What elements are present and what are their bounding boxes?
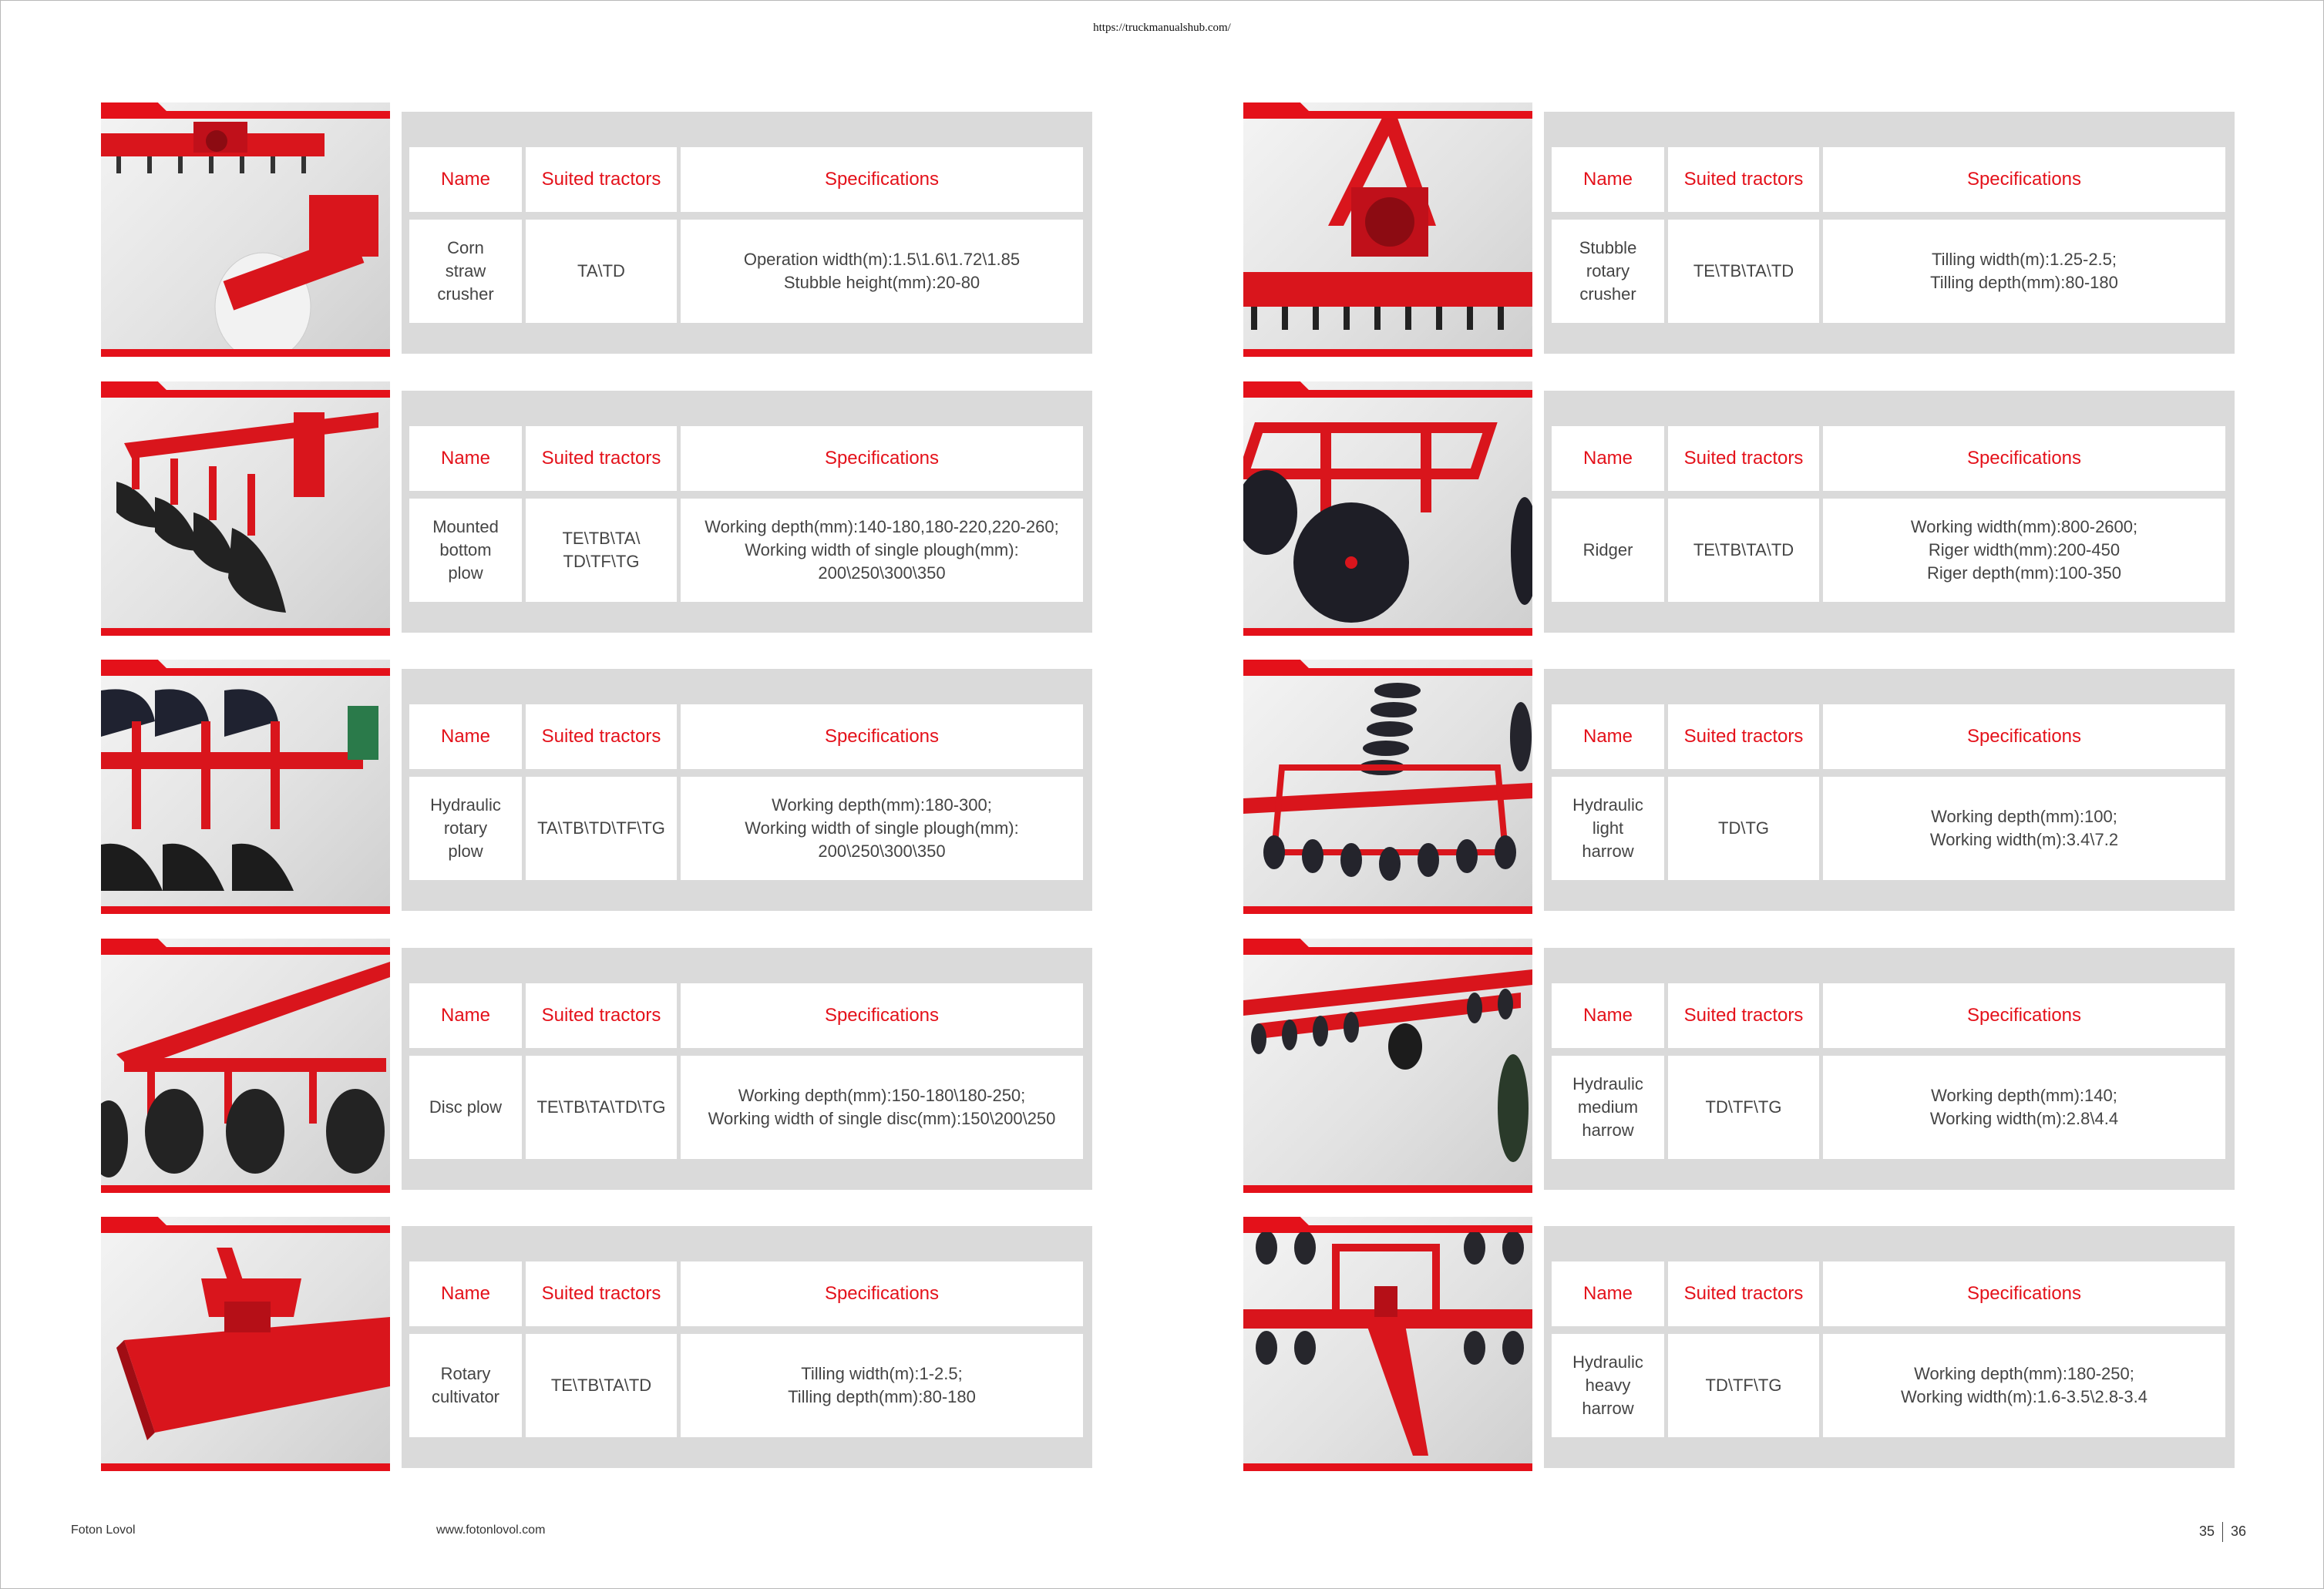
product-card-corn-straw-crusher xyxy=(101,102,1171,357)
product-name: Stubble rotary crusher xyxy=(1552,220,1664,323)
page-number-right: 36 xyxy=(2231,1523,2247,1539)
suited-tractors: TE\TB\TA\TD xyxy=(526,1334,677,1437)
product-card-mounted-bottom-plow xyxy=(101,381,1171,636)
disc-plow-photo xyxy=(101,939,390,1193)
spec-panel xyxy=(402,1226,1092,1468)
specs-header: Specifications xyxy=(1823,1261,2225,1326)
name-header: Name xyxy=(409,983,522,1048)
name-header: Name xyxy=(409,1261,522,1326)
specifications: Working depth(mm):150-180\180-250; Working width of single disc(mm):150\200\250 xyxy=(681,1056,1083,1159)
name-header: Name xyxy=(409,704,522,769)
tractors-header: Suited tractors xyxy=(1668,983,1819,1048)
name-header: Name xyxy=(1552,704,1664,769)
corn-straw-crusher-photo xyxy=(101,102,390,357)
suited-tractors: TE\TB\TA\TD xyxy=(1668,499,1819,602)
specifications: Tilling width(m):1.25-2.5; Tilling depth(mm):80-180 xyxy=(1823,220,2225,323)
ridger-photo xyxy=(1243,381,1532,636)
product-card-disc-plow xyxy=(101,939,1171,1193)
product-name: Rotary cultivator xyxy=(409,1334,522,1437)
product-name: Hydraulic heavy harrow xyxy=(1552,1334,1664,1437)
name-header: Name xyxy=(1552,1261,1664,1326)
tractors-header: Suited tractors xyxy=(526,147,677,212)
specifications: Operation width(m):1.5\1.6\1.72\1.85 Stubble height(mm):20-80 xyxy=(681,220,1083,323)
specs-header: Specifications xyxy=(681,426,1083,491)
tractors-header: Suited tractors xyxy=(526,983,677,1048)
suited-tractors: TD\TG xyxy=(1668,777,1819,880)
spec-panel xyxy=(1544,1226,2235,1468)
page-numbers xyxy=(2199,1522,2246,1542)
product-card-hydraulic-medium-harrow xyxy=(1243,939,2313,1193)
product-name: Hydraulic light harrow xyxy=(1552,777,1664,880)
tractors-header: Suited tractors xyxy=(526,704,677,769)
tractors-header: Suited tractors xyxy=(1668,704,1819,769)
product-name: Disc plow xyxy=(409,1056,522,1159)
spec-table xyxy=(409,704,1083,880)
spec-table xyxy=(1552,147,2225,323)
specifications: Working depth(mm):140-180,180-220,220-260; Working width of single plough(mm): 200\250\300\350 xyxy=(681,499,1083,602)
suited-tractors: TE\TB\TA\ TD\TF\TG xyxy=(526,499,677,602)
tractors-header: Suited tractors xyxy=(1668,147,1819,212)
specs-header: Specifications xyxy=(681,147,1083,212)
product-name: Ridger xyxy=(1552,499,1664,602)
source-url[interactable]: https://truckmanualshub.com/ xyxy=(1093,22,1231,34)
specs-header: Specifications xyxy=(681,983,1083,1048)
spec-panel xyxy=(1544,669,2235,911)
spec-table xyxy=(409,1261,1083,1437)
tractors-header: Suited tractors xyxy=(1668,426,1819,491)
hydraulic-heavy-harrow-photo xyxy=(1243,1217,1532,1471)
name-header: Name xyxy=(409,147,522,212)
tractors-header: Suited tractors xyxy=(526,426,677,491)
specs-header: Specifications xyxy=(1823,704,2225,769)
specifications: Working depth(mm):100; Working width(m):3.4\7.2 xyxy=(1823,777,2225,880)
specifications: Working width(mm):800-2600; Riger width(mm):200-450 Riger depth(mm):100-350 xyxy=(1823,499,2225,602)
product-name: Hydraulic medium harrow xyxy=(1552,1056,1664,1159)
tractors-header: Suited tractors xyxy=(526,1261,677,1326)
spec-panel xyxy=(1544,948,2235,1190)
page-divider xyxy=(2222,1522,2223,1542)
stubble-rotary-crusher-photo xyxy=(1243,102,1532,357)
hydraulic-medium-harrow-photo xyxy=(1243,939,1532,1193)
hydraulic-light-harrow-photo xyxy=(1243,660,1532,914)
spec-table xyxy=(1552,1261,2225,1437)
suited-tractors: TE\TB\TA\TD xyxy=(1668,220,1819,323)
mounted-bottom-plow-photo xyxy=(101,381,390,636)
spec-panel xyxy=(402,112,1092,354)
spec-panel xyxy=(402,948,1092,1190)
spec-table xyxy=(1552,983,2225,1159)
page-number-left: 35 xyxy=(2199,1523,2215,1539)
name-header: Name xyxy=(1552,426,1664,491)
product-card-hydraulic-heavy-harrow xyxy=(1243,1217,2313,1471)
product-card-hydraulic-rotary-plow xyxy=(101,660,1171,914)
product-name: Hydraulic rotary plow xyxy=(409,777,522,880)
spec-table xyxy=(409,426,1083,602)
specifications: Working depth(mm):140; Working width(m):2.8\4.4 xyxy=(1823,1056,2225,1159)
specifications: Working depth(mm):180-250; Working width(m):1.6-3.5\2.8-3.4 xyxy=(1823,1334,2225,1437)
product-card-ridger xyxy=(1243,381,2313,636)
specs-header: Specifications xyxy=(681,704,1083,769)
suited-tractors: TE\TB\TA\TD\TG xyxy=(526,1056,677,1159)
spec-panel xyxy=(1544,112,2235,354)
name-header: Name xyxy=(1552,147,1664,212)
suited-tractors: TA\TB\TD\TF\TG xyxy=(526,777,677,880)
suited-tractors: TD\TF\TG xyxy=(1668,1334,1819,1437)
specs-header: Specifications xyxy=(1823,426,2225,491)
product-card-rotary-cultivator xyxy=(101,1217,1171,1471)
hydraulic-rotary-plow-photo xyxy=(101,660,390,914)
name-header: Name xyxy=(1552,983,1664,1048)
specs-header: Specifications xyxy=(1823,983,2225,1048)
spec-table xyxy=(409,147,1083,323)
product-card-hydraulic-light-harrow xyxy=(1243,660,2313,914)
spec-panel xyxy=(1544,391,2235,633)
rotary-cultivator-photo xyxy=(101,1217,390,1471)
tractors-header: Suited tractors xyxy=(1668,1261,1819,1326)
spec-table xyxy=(1552,426,2225,602)
product-card-stubble-rotary-crusher xyxy=(1243,102,2313,357)
specs-header: Specifications xyxy=(681,1261,1083,1326)
spec-table xyxy=(409,983,1083,1159)
specifications: Working depth(mm):180-300; Working width of single plough(mm): 200\250\300\350 xyxy=(681,777,1083,880)
footer-website[interactable]: www.fotonlovol.com xyxy=(436,1523,546,1537)
product-name: Corn straw crusher xyxy=(409,220,522,323)
spec-panel xyxy=(402,669,1092,911)
specs-header: Specifications xyxy=(1823,147,2225,212)
name-header: Name xyxy=(409,426,522,491)
spec-table xyxy=(1552,704,2225,880)
specifications: Tilling width(m):1-2.5; Tilling depth(mm):80-180 xyxy=(681,1334,1083,1437)
product-name: Mounted bottom plow xyxy=(409,499,522,602)
footer-brand: Foton Lovol xyxy=(71,1523,136,1537)
spec-panel xyxy=(402,391,1092,633)
suited-tractors: TD\TF\TG xyxy=(1668,1056,1819,1159)
suited-tractors: TA\TD xyxy=(526,220,677,323)
